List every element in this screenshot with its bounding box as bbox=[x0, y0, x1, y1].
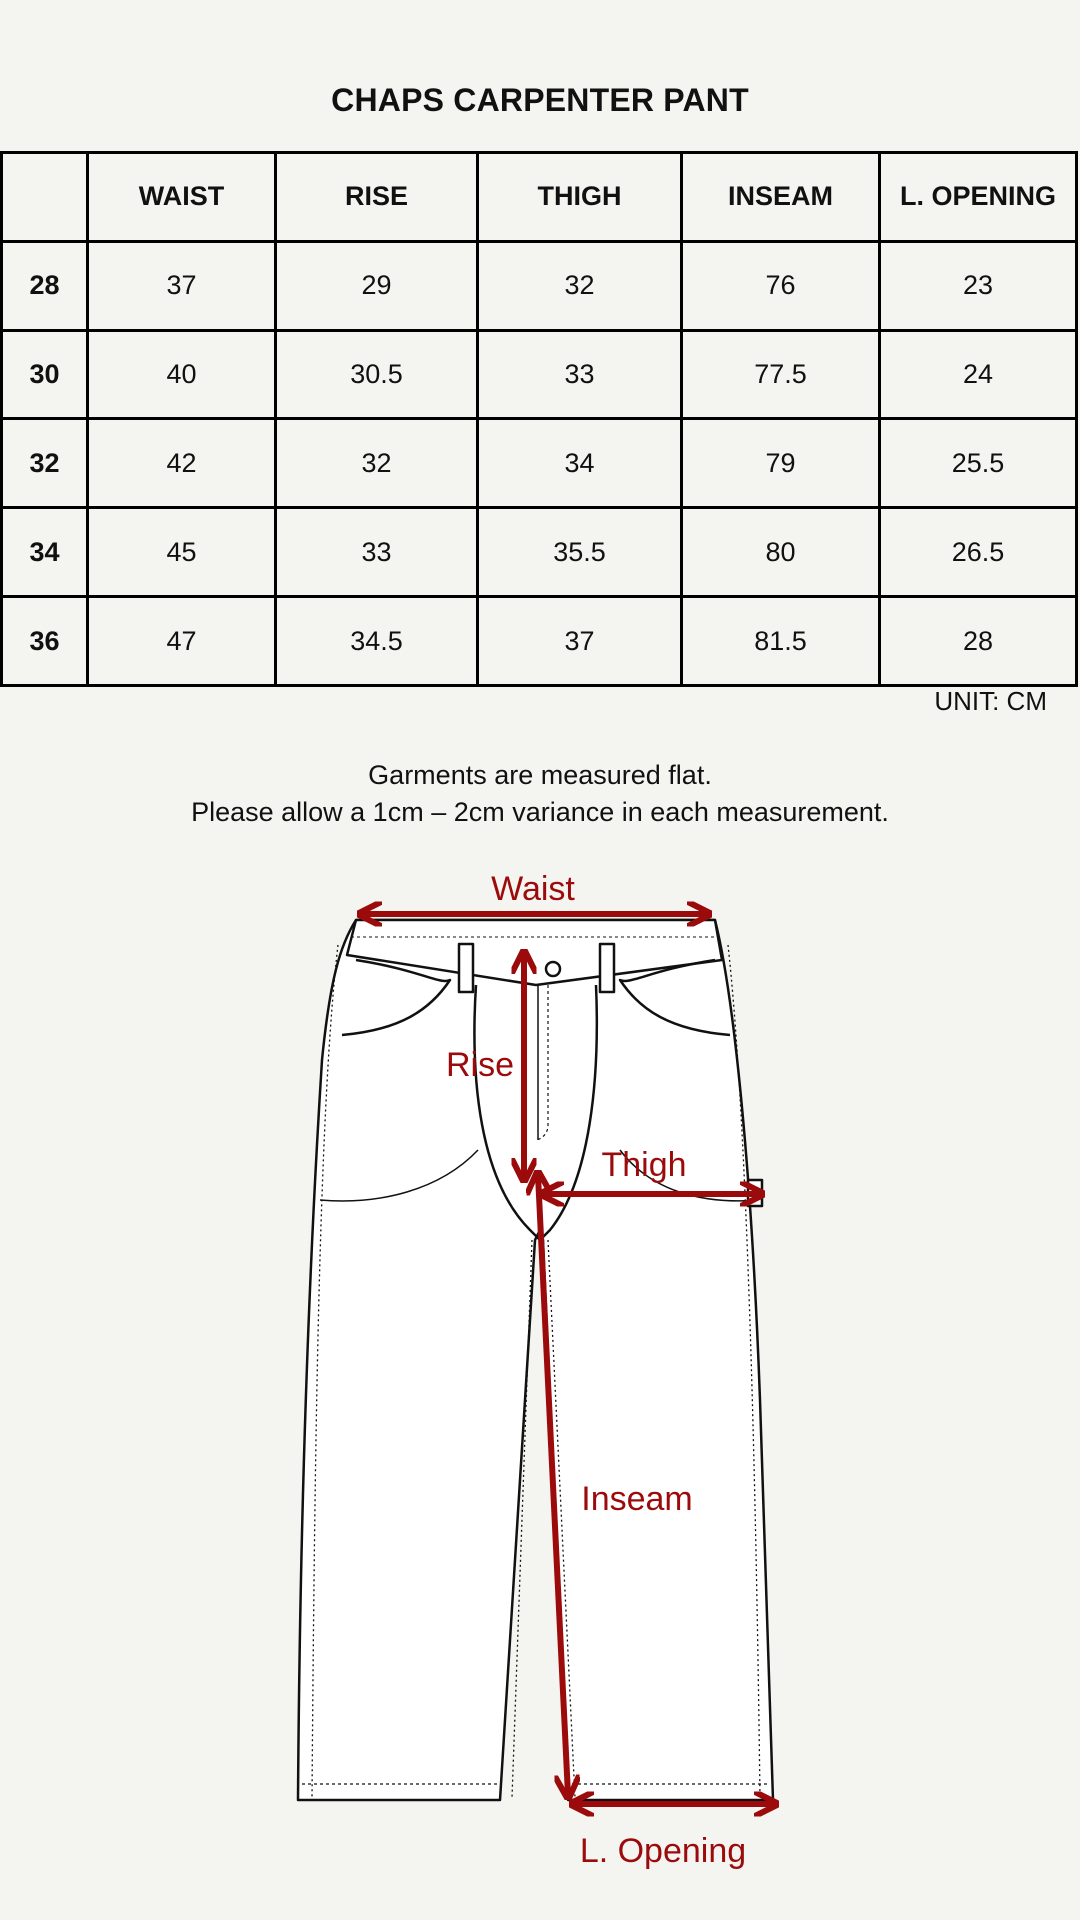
table-cell: 23 bbox=[880, 241, 1077, 330]
table-cell: 81.5 bbox=[682, 597, 880, 686]
table-cell: 33 bbox=[276, 508, 478, 597]
table-cell: 28 bbox=[880, 597, 1077, 686]
table-cell: 35.5 bbox=[478, 508, 682, 597]
table-cell: 79 bbox=[682, 419, 880, 508]
measurement-note: Garments are measured flat. bbox=[368, 760, 712, 790]
table-header-cell: THIGH bbox=[478, 153, 682, 242]
table-cell: 25.5 bbox=[880, 419, 1077, 508]
table-cell: 40 bbox=[88, 330, 276, 419]
belt-loop bbox=[459, 944, 473, 992]
size-cell: 28 bbox=[2, 241, 88, 330]
table-cell: 47 bbox=[88, 597, 276, 686]
inseam-label: Inseam bbox=[581, 1480, 693, 1518]
table-cell: 45 bbox=[88, 508, 276, 597]
table-cell: 24 bbox=[880, 330, 1077, 419]
pants-outline bbox=[298, 920, 773, 1800]
table-cell: 76 bbox=[682, 241, 880, 330]
table-cell: 80 bbox=[682, 508, 880, 597]
size-cell: 30 bbox=[2, 330, 88, 419]
size-cell: 34 bbox=[2, 508, 88, 597]
page-title: CHAPS CARPENTER PANT bbox=[331, 82, 749, 118]
rise-label: Rise bbox=[445, 1046, 515, 1084]
table-cell: 37 bbox=[478, 597, 682, 686]
table-cell: 42 bbox=[88, 419, 276, 508]
waist-label: Waist bbox=[491, 870, 575, 908]
size-cell: 36 bbox=[2, 597, 88, 686]
thigh-label: Thigh bbox=[601, 1146, 687, 1184]
table-header-cell: RISE bbox=[276, 153, 478, 242]
table-cell: 34.5 bbox=[276, 597, 478, 686]
size-cell: 32 bbox=[2, 419, 88, 508]
table-cell: 32 bbox=[478, 241, 682, 330]
table-cell: 37 bbox=[88, 241, 276, 330]
table-cell: 34 bbox=[478, 419, 682, 508]
table-cell: 32 bbox=[276, 419, 478, 508]
table-header-cell: WAIST bbox=[88, 153, 276, 242]
table-header-cell: L. OPENING bbox=[880, 153, 1077, 242]
variance-note: Please allow a 1cm – 2cm variance in each measurement. bbox=[191, 797, 889, 827]
table-cell: 30.5 bbox=[276, 330, 478, 419]
l-opening-label: L. Opening bbox=[579, 1832, 747, 1870]
table-cell: 29 bbox=[276, 241, 478, 330]
table-cell: 33 bbox=[478, 330, 682, 419]
table-cell: 77.5 bbox=[682, 330, 880, 419]
unit-label: UNIT: CM bbox=[934, 686, 1047, 716]
table-cell: 26.5 bbox=[880, 508, 1077, 597]
pants-illustration bbox=[298, 920, 773, 1800]
button bbox=[546, 962, 560, 976]
belt-loop bbox=[600, 944, 614, 992]
table-header-cell: INSEAM bbox=[682, 153, 880, 242]
